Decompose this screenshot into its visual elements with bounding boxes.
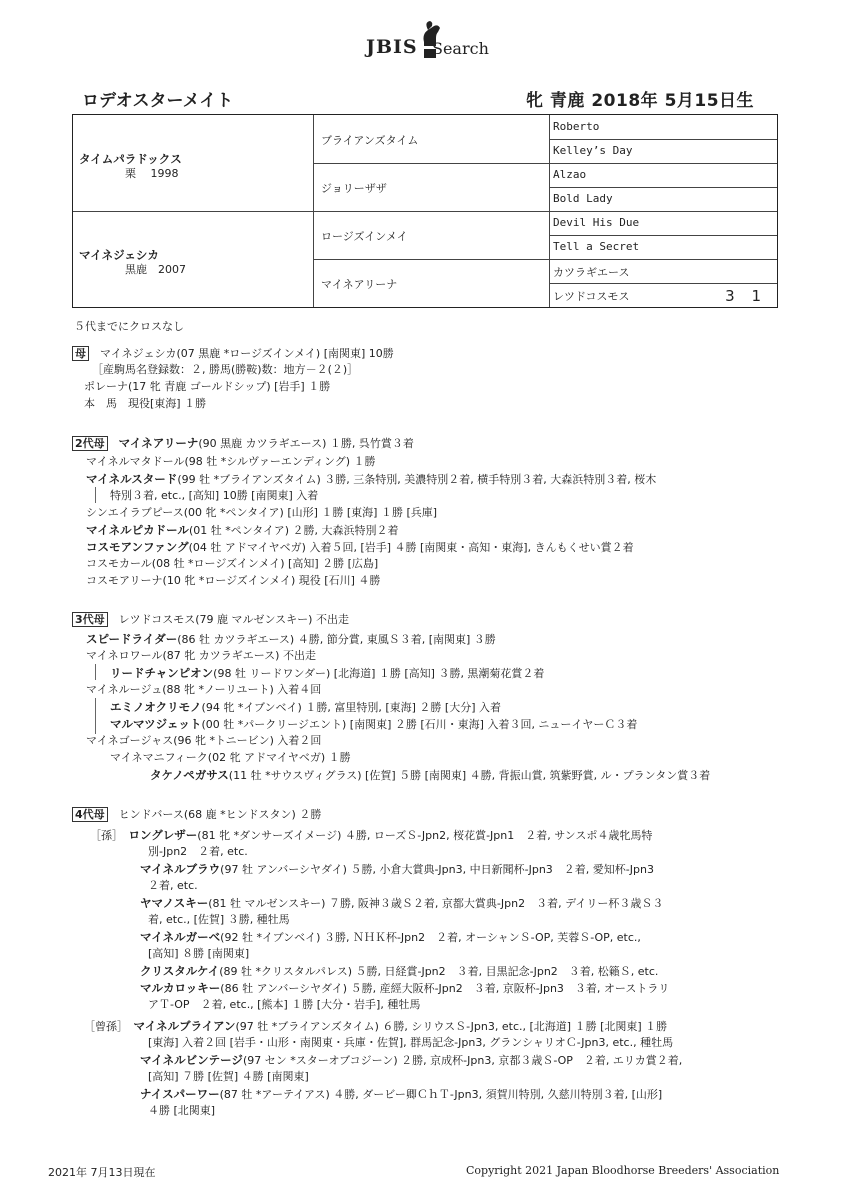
pedigree-g3-8: レツドコスモス	[553, 290, 630, 303]
line: ［産駒馬名登録数：２, 勝馬(勝鞍)数：地方－２(２)］	[92, 363, 359, 376]
pedigree-g3-3: Alzao	[553, 168, 587, 181]
pedigree-dam-name: マイネジェシカ	[79, 248, 159, 262]
line: ［孫］ ロングレザー(81 牝 *ダンサーズイメージ) ４勝, ローズＳ-Jpn2, 桜花賞-Jpn1 ２着, サンスポ４歳牝馬特	[90, 828, 653, 842]
pedigree-sire-name: タイムパラドックス	[79, 152, 182, 166]
pedigree-sire-dam: ジョリーザザ	[321, 182, 387, 195]
pedigree-g3-7: カツラギエース	[553, 266, 630, 279]
pedigree-sire-sire: ブライアンズタイム	[321, 134, 419, 147]
line: ４勝 [北関東]	[148, 1104, 216, 1117]
line: タケノペガサス(11 牡 *サウスヴィグラス) [佐賀] ５勝 [南関東] ４勝, 背振山賞, 筑紫野賞, ル・プランタン賞３着	[150, 768, 711, 782]
line: [高知] ７勝 [佐賀] ４勝 [南関東]	[148, 1070, 309, 1083]
line: マイネルビンテージ(97 セン *スターオブコジーン) ２勝, 京成杯-Jpn3, 京都３歳Ｓ-OP ２着, エリカ賞２着,	[140, 1053, 683, 1067]
logo-text-jbis: JBIS	[366, 36, 418, 58]
line: スピードライダー(86 牡 カツラギエース) ４勝, 節分賞, 東風Ｓ３着, [南関東] ３勝	[86, 632, 496, 646]
line-4th-dam: 4代母 ヒンドバース(68 鹿 *ヒンドスタン) ２勝	[72, 808, 321, 822]
line: [東海] 入着２回 [岩手・山形・南関東・兵庫・佐賀], 群馬記念-Jpn3, グランシャリオＣ-Jpn3, etc., 種牡馬	[148, 1036, 674, 1049]
jbis-logo	[366, 20, 506, 64]
line: コスモカール(08 牡 *ロージズインメイ) [高知] ２勝 [広島]	[86, 557, 379, 570]
horse-sex-color-birthdate: 牝 青鹿 2018年 5月15日生	[526, 91, 755, 111]
footer-copyright: Copyright 2021 Japan Bloodhorse Breeders' Association	[466, 1164, 780, 1177]
line: マルマツジェット(00 牡 *パークリージエント) [南関東] ２勝 [石川・東海] 入着３回, ニューイヤーＣ３着	[110, 717, 638, 731]
pedigree-page-number: 3 1	[725, 287, 767, 305]
line: マイネマニフィーク(02 牝 アドマイヤベガ) １勝	[110, 751, 351, 764]
line: クリスタルケイ(89 牡 *クリスタルパレス) ５勝, 日経賞-Jpn2 ３着, 目黒記念-Jpn2 ３着, 松籟Ｓ, etc.	[140, 964, 659, 978]
line: マイネルピカドール(01 牡 *ペンタイア) ２勝, 大森浜特別２着	[86, 523, 399, 537]
line: ２着, etc.	[148, 879, 198, 892]
footer-date: 2021年 7月13日現在	[48, 1166, 156, 1179]
line: 別-Jpn2 ２着, etc.	[148, 845, 248, 858]
pedigree-dam-sire: ロージズインメイ	[321, 230, 408, 243]
line: 着, etc., [佐賀] ３勝, 種牡馬	[148, 913, 290, 926]
pedigree-dam-dam: マイネアリーナ	[321, 278, 398, 291]
line: ナイスパーワー(87 牡 *アーテイアス) ４勝, ダービー卿ＣｈＴ-Jpn3, 須賀川特別, 久慈川特別３着, [山形]	[140, 1087, 663, 1101]
pedigree-sire-info: 栗 1998	[125, 167, 179, 180]
cross-note: ５代までにクロスなし	[74, 320, 184, 333]
line: コスモアンファング(04 牡 アドマイヤベガ) 入着５回, [岩手] ４勝 [南関東・高知・東海], きんもくせい賞２着	[86, 540, 634, 554]
pedigree-table	[72, 114, 778, 308]
line-3rd-dam: 3代母 レツドコスモス(79 鹿 マルゼンスキー) 不出走	[72, 613, 349, 627]
line: マイネルブラウ(97 牡 アンバーシヤダイ) ５勝, 小倉大賞典-Jpn3, 中日新聞杯-Jpn3 ２着, 愛知杯-Jpn3	[140, 862, 654, 876]
line: ポレーナ(17 牝 青鹿 ゴールドシップ) [岩手] １勝	[84, 380, 331, 393]
line: [高知] ８勝 [南関東]	[148, 947, 250, 960]
line: マイネルージュ(88 牝 *ノーリユート) 入着４回	[86, 683, 322, 696]
pedigree-g3-6: Tell a Secret	[553, 240, 640, 253]
pedigree-g3-5: Devil His Due	[553, 216, 640, 229]
pedigree-g3-2: Kelley’s Day	[553, 144, 633, 157]
pedigree-dam-info: 黒鹿 2007	[125, 263, 186, 276]
line: ヤマノスキー(81 牡 マルゼンスキー) ７勝, 阪神３歳Ｓ２着, 京都大賞典-Jpn2 ３着, デイリー杯３歳Ｓ３	[140, 896, 664, 910]
line: マイネルスタード(99 牡 *ブライアンズタイム) ３勝, 三条特別, 美濃特別２着, 横手特別３着, 大森浜特別３着, 桜木	[86, 472, 657, 486]
section-tag: 4代母	[72, 807, 108, 822]
line: アＴ-OP ２着, etc., [熊本] １勝 [大分・岩手], 種牡馬	[148, 998, 421, 1011]
pedigree-g3-4: Bold Lady	[553, 192, 613, 205]
line-2nd-dam: 2代母 マイネアリーナ(90 黒鹿 カツラギエース) １勝, 呉竹賞３着	[72, 436, 414, 451]
section-tag: 母	[72, 346, 89, 361]
horse-name: ロデオスターメイト	[82, 91, 234, 111]
line-dam: 母 マイネジェシカ(07 黒鹿 *ロージズインメイ) [南関東] 10勝	[72, 347, 394, 361]
pedigree-g3-1: Roberto	[553, 120, 600, 133]
line: マイネルガーベ(92 牡 *イブンベイ) ３勝, ＮＨＫ杯-Jpn2 ２着, オーシャンＳ-OP, 芙蓉Ｓ-OP, etc.,	[140, 930, 641, 944]
line: 本 馬 現役[東海] １勝	[84, 397, 207, 410]
line: リードチャンピオン(98 牡 リードワンダー) [北海道] １勝 [高知] ３勝, 黒潮菊花賞２着	[110, 666, 545, 680]
logo-text-search: Search	[432, 39, 489, 58]
line: マイネルマタドール(98 牡 *シルヴァーエンディング) １勝	[86, 455, 376, 468]
section-tag: 2代母	[72, 436, 108, 451]
line: 特別３着, etc., [高知] 10勝 [南関東] 入着	[110, 489, 319, 502]
line: シンエイラブピース(00 牝 *ペンタイア) [山形] １勝 [東海] １勝 [兵庫]	[86, 506, 438, 519]
line: エミノオクリモノ(94 牝 *イブンベイ) １勝, 富里特別, [東海] ２勝 [大分] 入着	[110, 700, 501, 714]
section-tag: 3代母	[72, 612, 108, 627]
line: マルカロッキー(86 牡 アンバーシヤダイ) ５勝, 産經大阪杯-Jpn2 ３着, 京阪杯-Jpn3 ３着, オーストラリ	[140, 981, 670, 995]
line: ［曾孫］ マイネルブライアン(97 牡 *ブライアンズタイム) ６勝, シリウスＳ-Jpn3, etc., [北海道] １勝 [北関東] １勝	[84, 1019, 668, 1033]
line: マイネゴージャス(96 牝 *トニービン) 入着２回	[86, 734, 322, 747]
line: マイネロワール(87 牝 カツラギエース) 不出走	[86, 649, 316, 662]
line: コスモアリーナ(10 牝 *ロージズインメイ) 現役 [石川] ４勝	[86, 574, 381, 587]
